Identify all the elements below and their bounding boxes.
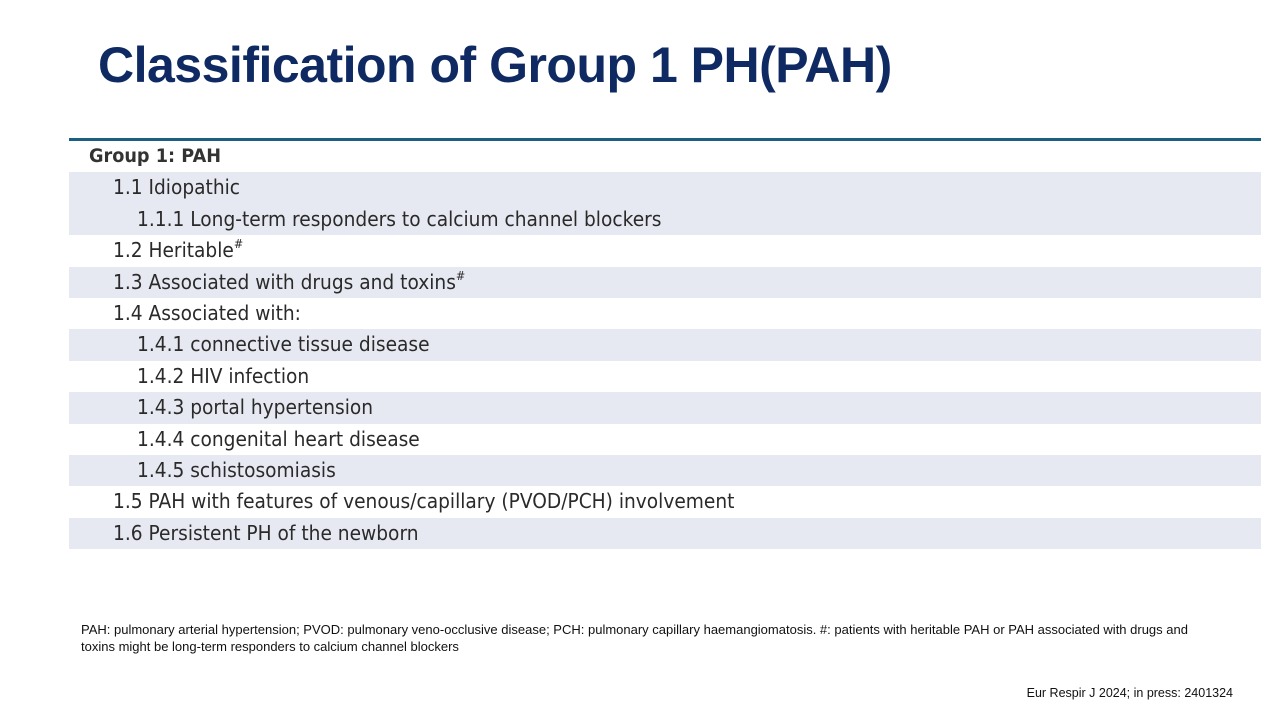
row-label-text: 1.4.4 congenital heart disease <box>137 426 420 451</box>
footnote-marker: # <box>233 237 244 252</box>
classification-label <box>137 361 309 392</box>
row-label-text: 1.1.1 Long-term responders to calcium channel blockers <box>137 206 662 231</box>
row-label-text: 1.4.2 HIV infection <box>137 363 310 388</box>
classification-label <box>137 455 336 486</box>
row-label-text: 1.4.1 connective tissue disease <box>137 332 430 357</box>
classification-row <box>69 392 1261 423</box>
classification-row <box>69 329 1261 360</box>
classification-label <box>137 392 373 423</box>
classification-label <box>113 298 301 329</box>
group-header-row <box>69 141 1261 172</box>
footnote: PAH: pulmonary arterial hypertension; PVOD: pulmonary veno-occlusive disease; PCH: pulmonary capillary haemangiomatosis. #: patients with heritable PAH or PAH associated with drugs and toxins might be long-term responders to calcium channel blockers <box>81 622 1188 654</box>
classification-label <box>113 172 240 203</box>
classification-row <box>69 204 1261 235</box>
row-label-text: 1.4.5 schistosomiasis <box>137 457 336 482</box>
classification-label <box>113 267 465 298</box>
classification-label <box>89 141 221 172</box>
classification-label <box>137 424 420 455</box>
row-label-text: 1.4.3 portal hypertension <box>137 395 374 420</box>
citation: Eur Respir J 2024; in press: 2401324 <box>1026 686 1233 700</box>
row-label-text: 1.5 PAH with features of venous/capillary (PVOD/PCH) involvement <box>113 489 735 514</box>
footnote-marker: # <box>455 268 466 283</box>
classification-table <box>69 138 1261 549</box>
row-label-text: 1.2 Heritable <box>113 238 234 263</box>
slide-title: Classification of Group 1 PH(PAH) <box>98 37 892 93</box>
classification-row <box>69 172 1261 203</box>
row-label-text: 1.6 Persistent PH of the newborn <box>113 520 419 545</box>
row-label-text: 1.1 Idiopathic <box>113 175 241 200</box>
classification-row <box>69 298 1261 329</box>
classification-row <box>69 455 1261 486</box>
classification-row <box>69 486 1261 517</box>
row-label-text: 1.4 Associated with: <box>113 300 301 325</box>
classification-label <box>113 518 419 549</box>
classification-label <box>113 486 734 517</box>
classification-label <box>137 329 430 360</box>
row-label-text: 1.3 Associated with drugs and toxins <box>113 269 456 294</box>
classification-label <box>113 235 243 266</box>
classification-row <box>69 361 1261 392</box>
classification-label <box>137 204 661 235</box>
classification-row <box>69 424 1261 455</box>
classification-row <box>69 267 1261 298</box>
classification-row <box>69 518 1261 549</box>
classification-row <box>69 235 1261 266</box>
row-label-text: Group 1: PAH <box>89 145 222 167</box>
